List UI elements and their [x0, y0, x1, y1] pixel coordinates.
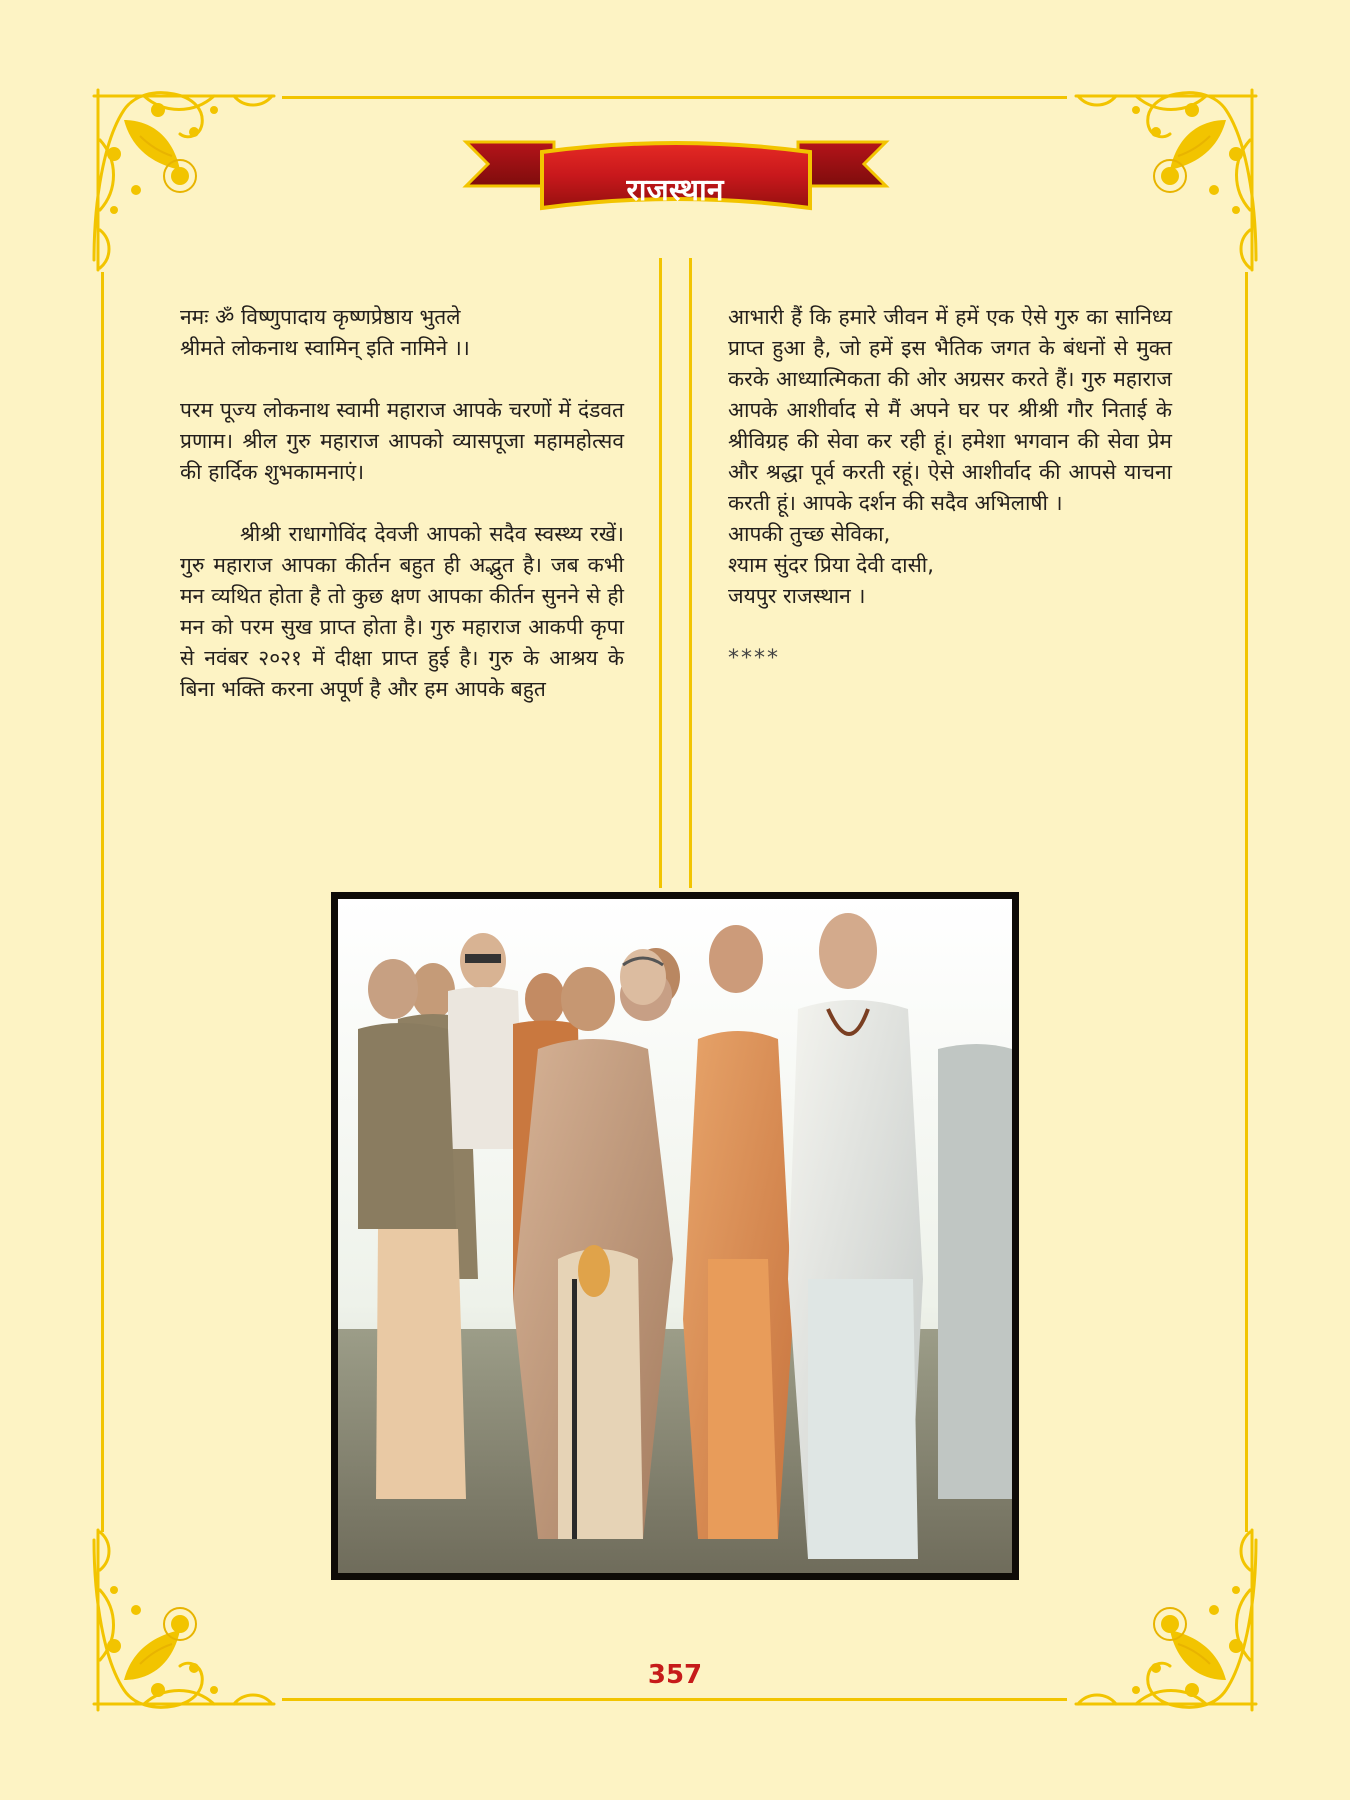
gratitude-paragraph: आभारी हैं कि हमारे जीवन में हमें एक ऐसे गुरु का सानिध्य प्राप्त हुआ है, जो हमें इस भैतिक जगत के बंधनों से मुक्त करके आध्यात्मिकता की ओर अग्रसर करते हैं। गुरु महाराज आपके आशीर्वाद से मैं अपने घर पर श्रीश्री गौर निताई के श्रीविग्रह की सेवा कर रही हूं। हमेशा भगवान की सेवा प्रेम और श्रद्धा पूर्व करती रहूं। ऐसे आशीर्वाद की आपसे याचना करती हूं। आपके दर्शन की सदैव अभिलाषी ।	[728, 305, 1172, 515]
photo-frame	[331, 892, 1019, 1580]
frame-right-line	[1245, 272, 1248, 1532]
right-text-column	[728, 302, 1172, 674]
signature-location: जयपुर राजस्थान ।	[728, 584, 866, 608]
signature-name: श्याम सुंदर प्रिया देवी दासी,	[728, 553, 934, 577]
corner-ornament-bottom-left	[84, 1520, 284, 1720]
frame-left-line	[101, 272, 104, 1532]
corner-ornament-top-left	[84, 80, 284, 280]
greeting-paragraph: परम पूज्य लोकनाथ स्वामी महाराज आपके चरणों में दंडवत प्रणाम। श्रील गुरु महाराज आपको व्यासपूजा महामहोत्सव की हार्दिक शुभकामनाएं।	[180, 398, 624, 484]
section-separator: ****	[728, 646, 780, 671]
column-divider-left	[659, 258, 662, 888]
corner-ornament-top-right	[1066, 80, 1266, 280]
corner-ornament-bottom-right	[1066, 1520, 1266, 1720]
page-number: 357	[647, 1660, 703, 1690]
closing-line: आपकी तुच्छ सेविका,	[728, 522, 891, 546]
blessing-paragraph: श्रीश्री राधागोविंद देवजी आपको सदैव स्वस्थ्य रखें। गुरु महाराज आपका कीर्तन बहुत ही अद्भुत है। जब कभी मन व्यथित होता है तो कुछ क्षण आपका कीर्तन सुनने से ही मन को परम सुख प्राप्त होता है। गुरु महाराज आकपी कृपा से नवंबर २०२१ में दीक्षा प्राप्त हुई है। गुरु के आश्रय के बिना भक्ति करना अपूर्ण है और हम आपके बहुत	[180, 522, 624, 701]
column-divider-right	[689, 258, 692, 888]
frame-top-line	[282, 96, 1067, 99]
group-photo	[338, 899, 1012, 1573]
page-title: राजस्थान	[626, 172, 724, 208]
frame-bottom-line	[282, 1698, 1067, 1701]
verse-line-1: नमः ॐ विष्णुपादाय कृष्णप्रेष्ठाय भुतले	[180, 305, 461, 329]
left-text-column	[180, 302, 624, 705]
verse-line-2: श्रीमते लोकनाथ स्वामिन् इति नामिने ।।	[180, 336, 470, 360]
